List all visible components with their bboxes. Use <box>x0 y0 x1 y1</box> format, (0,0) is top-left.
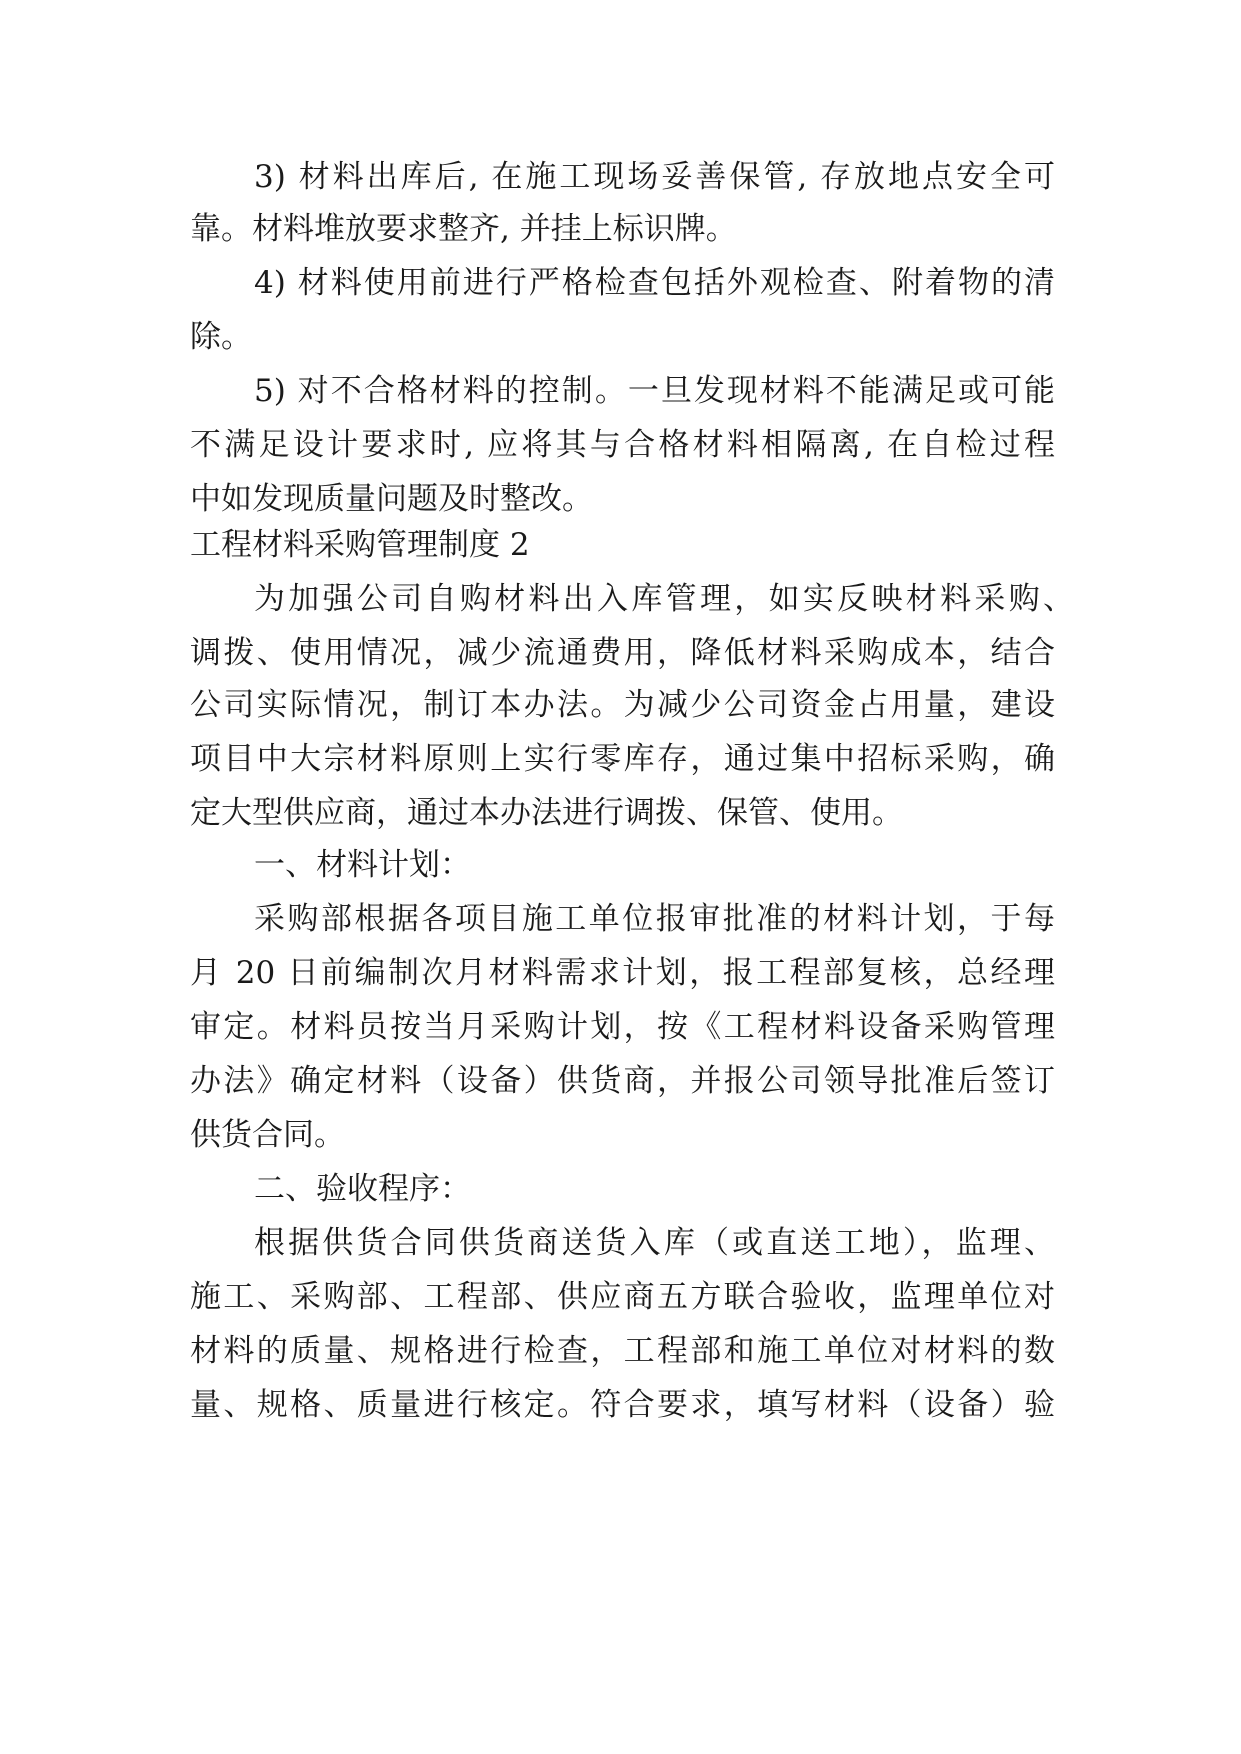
text-line: 根据供货合同供货商送货入库（或直送工地），监理、 <box>254 1225 1055 1261</box>
text-line: 审定。材料员按当月采购计划，按《工程材料设备采购管理 <box>190 1009 1055 1045</box>
text-line: 不满足设计要求时, 应将其与合格材料相隔离, 在自检过程 <box>190 427 1055 463</box>
text-line: 办法》确定材料（设备）供货商，并报公司领导批准后签订 <box>190 1063 1055 1099</box>
text-line: 月 20 日前编制次月材料需求计划，报工程部复核，总经理 <box>190 955 1055 991</box>
subheading: 一、材料计划： <box>254 847 471 883</box>
text-line: 除。 <box>190 319 252 355</box>
text-line: 靠。材料堆放要求整齐, 并挂上标识牌。 <box>190 211 737 247</box>
text-line: 材料的质量、规格进行检查，工程部和施工单位对材料的数 <box>190 1333 1055 1369</box>
text-line: 调拨、使用情况，减少流通费用，降低材料采购成本，结合 <box>190 635 1055 671</box>
text-line: 4) 材料使用前进行严格检查包括外观检查、附着物的清 <box>254 265 1055 301</box>
section-heading: 工程材料采购管理制度 2 <box>190 527 530 563</box>
text-line: 公司实际情况，制订本办法。为减少公司资金占用量，建设 <box>190 687 1055 723</box>
text-line: 5) 对不合格材料的控制。一旦发现材料不能满足或可能 <box>254 373 1055 409</box>
text-line: 定大型供应商，通过本办法进行调拨、保管、使用。 <box>190 795 903 831</box>
text-line: 中如发现质量问题及时整改。 <box>190 481 593 517</box>
text-line: 供货合同。 <box>190 1117 345 1153</box>
text-line: 项目中大宗材料原则上实行零库存，通过集中招标采购，确 <box>190 741 1055 777</box>
text-line: 量、规格、质量进行核定。符合要求，填写材料（设备）验 <box>190 1387 1055 1423</box>
text-line: 采购部根据各项目施工单位报审批准的材料计划，于每 <box>254 901 1055 937</box>
text-line: 3) 材料出库后, 在施工现场妥善保管, 存放地点安全可 <box>254 159 1055 195</box>
subheading: 二、验收程序： <box>254 1171 471 1207</box>
text-line: 施工、采购部、工程部、供应商五方联合验收，监理单位对 <box>190 1279 1055 1315</box>
text-line: 为加强公司自购材料出入库管理，如实反映材料采购、 <box>254 581 1074 617</box>
